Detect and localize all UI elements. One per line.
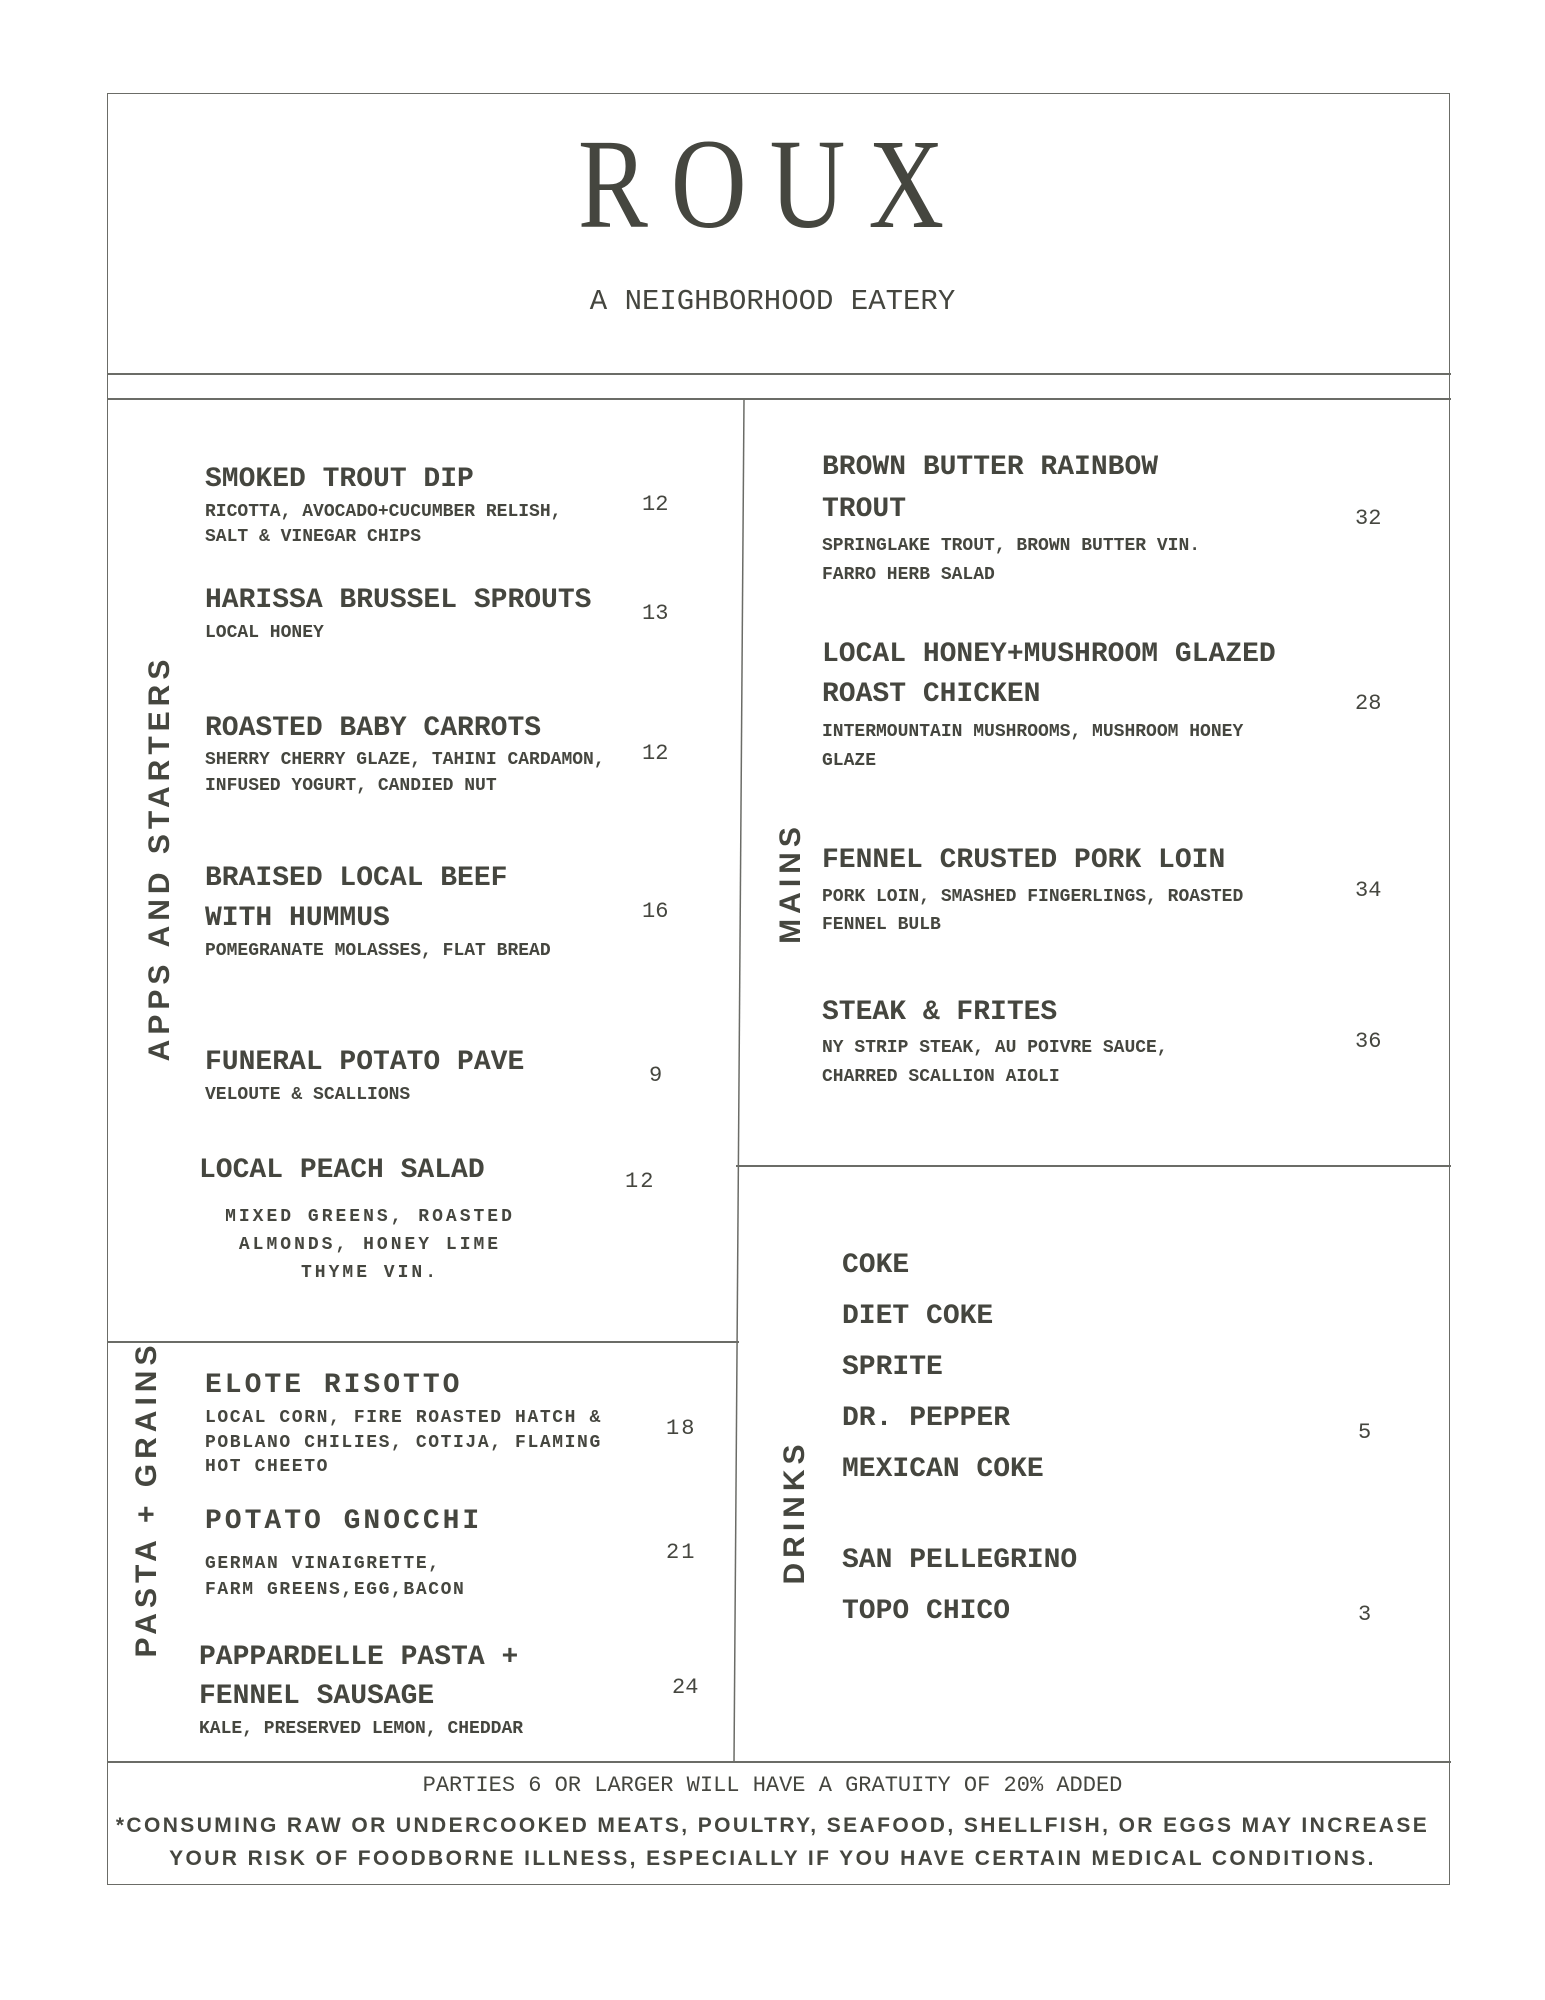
item-desc: PORK LOIN, SMASHED FINGERLINGS, ROASTED — [822, 887, 1244, 907]
item-title: FENNEL SAUSAGE — [199, 1681, 435, 1712]
item-desc: GERMAN VINAIGRETTE, — [205, 1554, 441, 1574]
section-label-drinks: DRINKS — [778, 1439, 811, 1585]
item-desc: KALE, PRESERVED LEMON, CHEDDAR — [199, 1719, 524, 1739]
item-price: 24 — [672, 1675, 699, 1700]
item-desc: CHARRED SCALLION AIOLI — [822, 1067, 1060, 1087]
item-price: 12 — [642, 492, 669, 517]
item-price: 21 — [666, 1540, 697, 1565]
drink-price: 3 — [1358, 1602, 1372, 1627]
item-desc: INFUSED YOGURT, CANDIED NUT — [205, 776, 497, 796]
item-price: 18 — [666, 1416, 697, 1441]
item-price: 32 — [1355, 506, 1382, 531]
item-desc: INTERMOUNTAIN MUSHROOMS, MUSHROOM HONEY — [822, 722, 1244, 742]
drink-item: DIET COKE — [842, 1301, 994, 1332]
item-price: 12 — [625, 1169, 656, 1194]
section-label-mains: MAINS — [774, 822, 807, 944]
item-price: 9 — [649, 1063, 663, 1088]
item-desc: SALT & VINEGAR CHIPS — [205, 527, 422, 547]
item-price: 34 — [1355, 878, 1382, 903]
item-title: LOCAL HONEY+MUSHROOM GLAZED — [822, 639, 1276, 670]
item-desc: THYME VIN. — [300, 1263, 440, 1283]
item-desc: ALMONDS, HONEY LIME — [238, 1235, 502, 1255]
item-price: 16 — [642, 899, 669, 924]
item-desc: RICOTTA, AVOCADO+CUCUMBER RELISH, — [205, 502, 562, 522]
drink-item: DR. PEPPER — [842, 1403, 1011, 1434]
item-price: 36 — [1355, 1029, 1382, 1054]
drink-item: SAN PELLEGRINO — [842, 1545, 1078, 1576]
item-title: POTATO GNOCCHI — [205, 1506, 483, 1537]
item-title: FENNEL CRUSTED PORK LOIN — [822, 845, 1226, 876]
food-warning-line-1: *CONSUMING RAW OR UNDERCOOKED MEATS, POULTRY, SEAFOOD, SHELLFISH, OR EGGS MAY INCREASE — [115, 1814, 1430, 1837]
item-title: PAPPARDELLE PASTA + — [199, 1642, 519, 1673]
food-warning-line-2: YOUR RISK OF FOODBORNE ILLNESS, ESPECIALLY IF YOU HAVE CERTAIN MEDICAL CONDITIONS. — [169, 1847, 1376, 1870]
item-desc: NY STRIP STEAK, AU POIVRE SAUCE, — [822, 1038, 1168, 1058]
section-label-pasta: PASTA + GRAINS — [130, 1340, 163, 1658]
item-title: TROUT — [822, 494, 907, 525]
section-label-apps: APPS AND STARTERS — [143, 654, 176, 1062]
item-price: 28 — [1355, 691, 1382, 716]
item-desc: VELOUTE & SCALLIONS — [205, 1085, 411, 1105]
item-title: ELOTE RISOTTO — [205, 1370, 463, 1401]
item-title: LOCAL PEACH SALAD — [199, 1155, 485, 1186]
drink-item: MEXICAN COKE — [842, 1454, 1044, 1485]
mains-drinks-divider — [736, 1165, 1451, 1167]
drink-item: SPRITE — [842, 1352, 943, 1383]
drink-item: COKE — [842, 1250, 910, 1281]
item-desc: FENNEL BULB — [822, 915, 941, 935]
item-desc: FARRO HERB SALAD — [822, 565, 995, 585]
item-desc: POMEGRANATE MOLASSES, FLAT BREAD — [205, 941, 551, 961]
logo: ROUX — [577, 113, 968, 255]
item-desc: POBLANO CHILIES, COTIJA, FLAMING — [205, 1433, 602, 1453]
item-desc: FARM GREENS,EGG,BACON — [205, 1580, 466, 1600]
item-title: WITH HUMMUS — [205, 903, 390, 934]
apps-pasta-divider — [107, 1341, 739, 1343]
item-title: ROAST CHICKEN — [822, 679, 1041, 710]
gratuity-notice: PARTIES 6 OR LARGER WILL HAVE A GRATUITY OF 20% ADDED — [422, 1773, 1123, 1798]
item-title: BROWN BUTTER RAINBOW — [822, 452, 1159, 483]
item-title: FUNERAL POTATO PAVE — [205, 1047, 525, 1078]
item-desc: LOCAL HONEY — [205, 623, 324, 643]
item-desc: GLAZE — [822, 751, 877, 771]
item-desc: MIXED GREENS, ROASTED — [225, 1207, 515, 1227]
tagline: A NEIGHBORHOOD EATERY — [589, 285, 956, 318]
footer-divider — [107, 1761, 1451, 1763]
item-title: STEAK & FRITES — [822, 997, 1058, 1028]
item-price: 13 — [642, 601, 669, 626]
item-title: SMOKED TROUT DIP — [205, 464, 474, 495]
item-price: 12 — [642, 741, 669, 766]
item-desc: HOT CHEETO — [205, 1457, 330, 1477]
item-title: HARISSA BRUSSEL SPROUTS — [205, 585, 592, 616]
item-title: BRAISED LOCAL BEEF — [205, 863, 508, 894]
item-title: ROASTED BABY CARROTS — [205, 713, 542, 744]
item-desc: SPRINGLAKE TROUT, BROWN BUTTER VIN. — [822, 536, 1201, 556]
drink-item: TOPO CHICO — [842, 1596, 1011, 1627]
item-desc: LOCAL CORN, FIRE ROASTED HATCH & — [205, 1408, 602, 1428]
item-desc: SHERRY CHERRY GLAZE, TAHINI CARDAMON, — [205, 750, 605, 770]
drink-price: 5 — [1358, 1420, 1372, 1445]
